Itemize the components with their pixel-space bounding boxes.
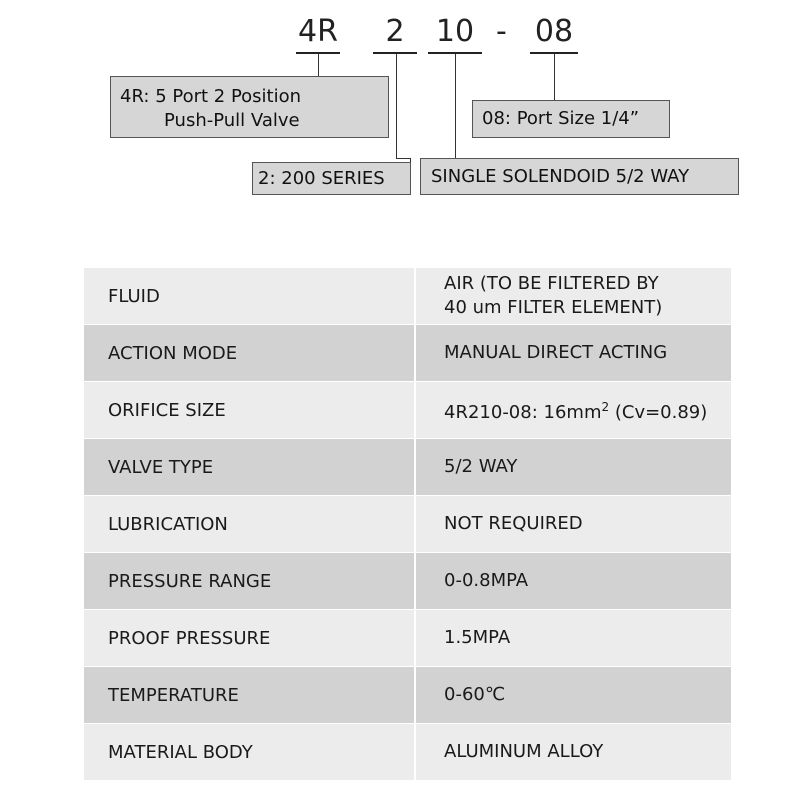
code-part-series: 2 xyxy=(373,12,417,54)
code-separator: - xyxy=(496,14,507,49)
spec-row-orifice-size xyxy=(84,382,731,439)
spec-value-line2: 40 um FILTER ELEMENT) xyxy=(444,297,663,318)
spec-value: ALUMINUM ALLOY xyxy=(415,724,731,781)
spec-label: PRESSURE RANGE xyxy=(84,553,415,610)
spec-value: NOT REQUIRED xyxy=(415,496,731,553)
callout-type-line1: 4R: 5 Port 2 Position xyxy=(120,86,302,107)
connector-line-series xyxy=(396,54,397,158)
callout-type-line2: Push-Pull Valve xyxy=(164,110,300,131)
spec-row-valve-type xyxy=(84,439,731,496)
connector-line-type xyxy=(318,54,319,76)
callout-port-size: 08: Port Size 1/4” xyxy=(472,100,670,138)
spec-value-main: 4R210-08: 16mm xyxy=(444,402,602,423)
spec-value: 0-0.8MPA xyxy=(415,553,731,610)
spec-row-material-body xyxy=(84,724,731,781)
spec-row-temperature xyxy=(84,667,731,724)
connector-line-port xyxy=(554,54,555,100)
spec-row-proof-pressure xyxy=(84,610,731,667)
spec-value: 1.5MPA xyxy=(415,610,731,667)
spec-label: TEMPERATURE xyxy=(84,667,415,724)
code-part-type: 4R xyxy=(296,12,340,54)
spec-value-superscript: 2 xyxy=(601,400,610,414)
spec-label: ACTION MODE xyxy=(84,325,415,382)
spec-row-lubrication xyxy=(84,496,731,553)
spec-value xyxy=(415,268,731,325)
spec-value: 5/2 WAY xyxy=(415,439,731,496)
spec-label: ORIFICE SIZE xyxy=(84,382,415,439)
spec-value-suffix: (Cv=0.89) xyxy=(609,402,708,423)
callout-series: 2: 200 SERIES xyxy=(252,162,411,195)
spec-row-fluid xyxy=(84,268,731,325)
callout-type xyxy=(110,76,389,138)
spec-value-line1: AIR (TO BE FILTERED BY xyxy=(444,273,659,294)
spec-label: FLUID xyxy=(84,268,415,325)
connector-line-function xyxy=(455,54,456,158)
code-part-port: 08 xyxy=(530,12,578,54)
spec-value: MANUAL DIRECT ACTING xyxy=(415,325,731,382)
spec-row-pressure-range xyxy=(84,553,731,610)
code-part-function: 10 xyxy=(428,12,482,54)
spec-row-action-mode xyxy=(84,325,731,382)
spec-label: PROOF PRESSURE xyxy=(84,610,415,667)
connector-line-series-h xyxy=(396,158,410,159)
callout-function: SINGLE SOLENDOID 5/2 WAY xyxy=(420,158,739,195)
spec-value: 0-60℃ xyxy=(415,667,731,724)
spec-label: VALVE TYPE xyxy=(84,439,415,496)
spec-label: LUBRICATION xyxy=(84,496,415,553)
spec-label: MATERIAL BODY xyxy=(84,724,415,781)
spec-value xyxy=(415,382,731,439)
spec-table xyxy=(84,268,731,781)
